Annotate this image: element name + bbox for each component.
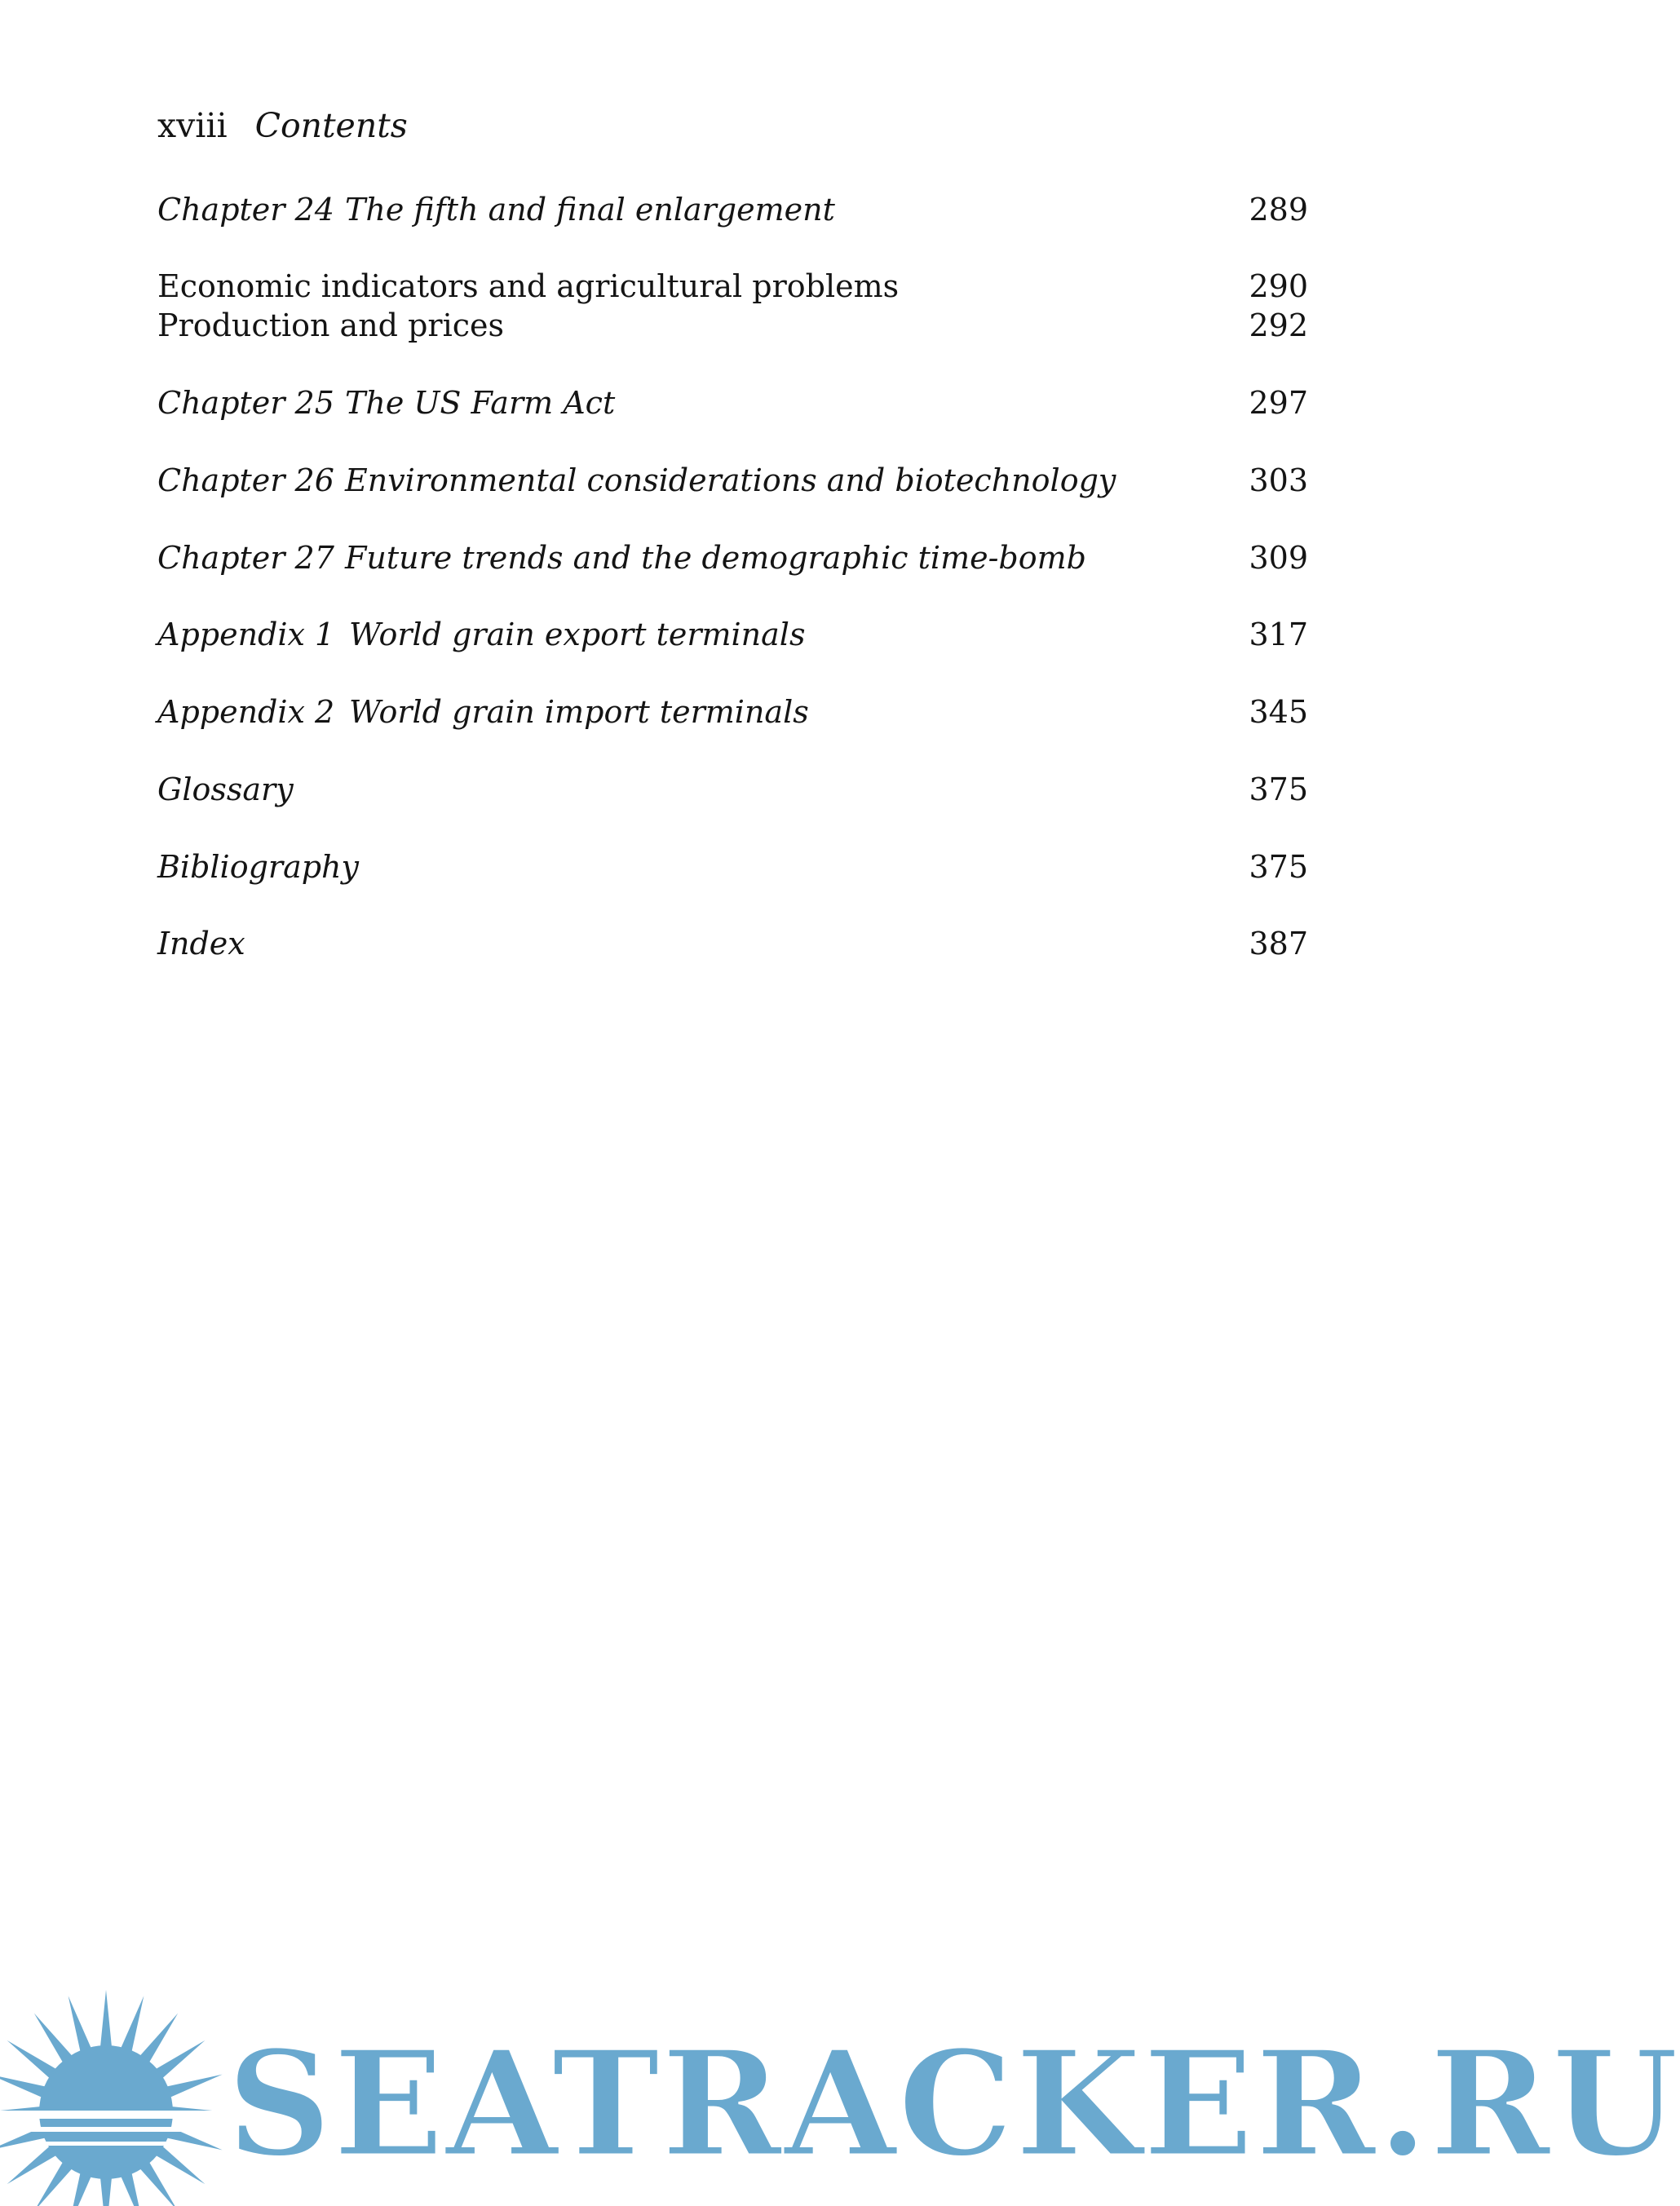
toc-entry-title: The fifth and final enlargement [345, 192, 835, 228]
toc-entry-bibliography[interactable] [157, 847, 1308, 886]
toc-entry-page: 290 [1249, 268, 1308, 304]
toc-entry-page: 297 [1249, 385, 1308, 421]
sun-icon [0, 1990, 245, 2206]
toc-entry-page: 289 [1249, 192, 1308, 228]
toc-entry-title: Economic indicators and agricultural problems [157, 268, 900, 304]
toc-entry-label: Chapter 24 [157, 192, 334, 228]
toc-entry-page: 375 [1249, 771, 1308, 807]
toc-entry-title: Index [157, 926, 245, 962]
toc-entry-title: World grain import terminals [349, 694, 809, 730]
toc-entry-chapter-27[interactable] [157, 538, 1308, 577]
toc-entry-title: Glossary [157, 771, 294, 807]
toc-entry-title: The US Farm Act [345, 385, 616, 421]
toc-entry-chapter-24[interactable] [157, 190, 1308, 229]
toc-entry-title: Environmental considerations and biotechnology [345, 462, 1116, 498]
toc-entry-label: Appendix 1 [157, 617, 335, 652]
toc-entry-title: Production and prices [157, 307, 504, 343]
watermark-text: SEATRACKER.RU [227, 2018, 1680, 2189]
toc-entry-index[interactable] [157, 924, 1308, 963]
toc-entry-page: 375 [1249, 849, 1308, 885]
toc-entry-economic-indicators[interactable] [157, 267, 1308, 306]
toc-entry-label: Chapter 26 [157, 462, 334, 498]
toc-entry-chapter-25[interactable] [157, 383, 1308, 422]
toc-entry-chapter-26[interactable] [157, 461, 1308, 500]
page-header [157, 106, 408, 145]
toc-entry-page: 387 [1249, 926, 1308, 962]
toc-entry-appendix-1[interactable] [157, 615, 1308, 654]
toc-entry-label: Appendix 2 [157, 694, 335, 730]
toc-entry-title: Bibliography [157, 849, 359, 885]
toc-entry-appendix-2[interactable] [157, 692, 1308, 732]
toc-entry-page: 309 [1249, 540, 1308, 576]
toc-entry-page: 292 [1249, 307, 1308, 343]
toc-entry-label: Chapter 27 [157, 540, 334, 576]
page-number-roman: xviii [157, 106, 228, 145]
toc-entry-title: Future trends and the demographic time-bomb [345, 540, 1086, 576]
toc-entry-production-and-prices[interactable] [157, 306, 1308, 345]
toc-entry-title: World grain export terminals [349, 617, 806, 652]
toc-entry-label: Chapter 25 [157, 385, 334, 421]
toc-entry-glossary[interactable] [157, 770, 1308, 809]
page-title: Contents [254, 106, 408, 145]
toc-entry-page: 345 [1249, 694, 1308, 730]
toc-entry-page: 303 [1249, 462, 1308, 498]
toc-entry-page: 317 [1249, 617, 1308, 652]
